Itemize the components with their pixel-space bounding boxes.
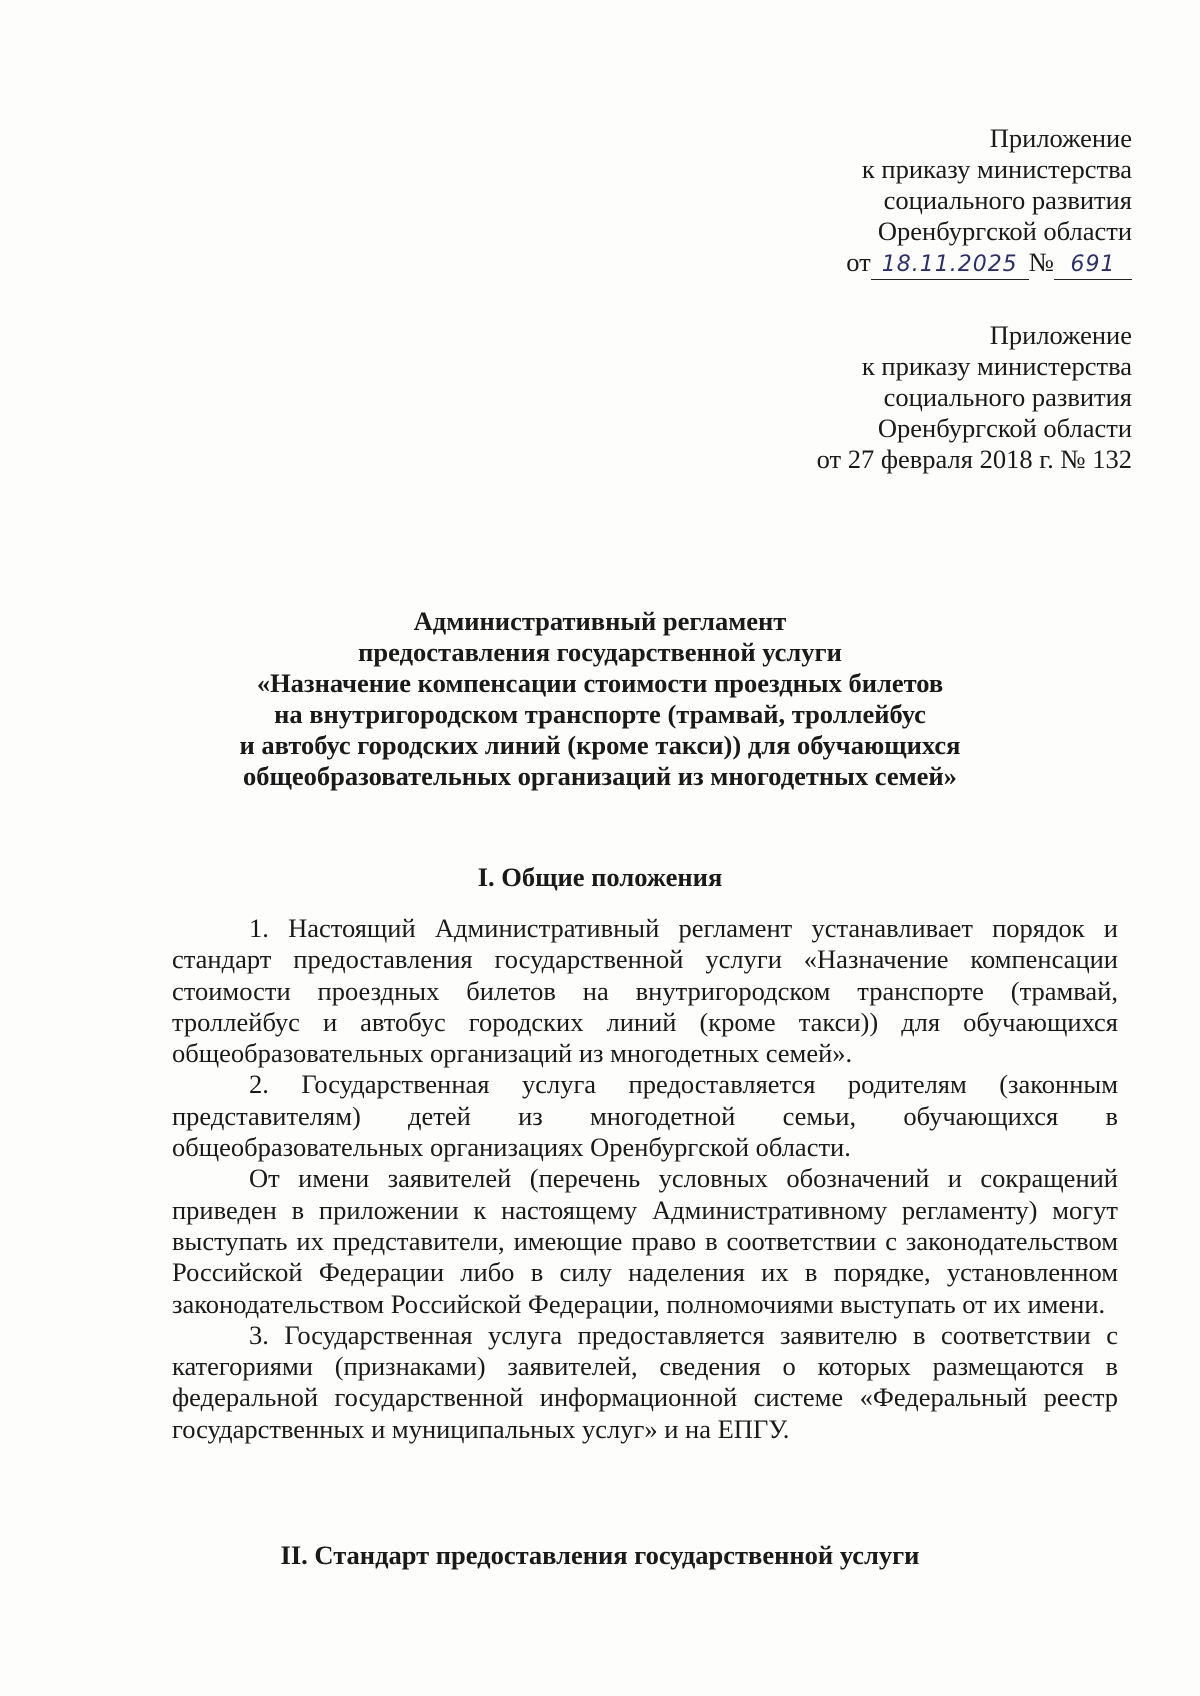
title-line: общеобразовательных организаций из многодетных семей» — [243, 761, 957, 791]
paragraph: От имени заявителей (перечень условных обозначений и сокращений приведен в приложении к настоящему Административному регламенту) могут выступать их представители, имеющие право в соответствии с законодательством Российской Федерации либо в силу наделения их в порядке, установленном законодательством Российской Федерации, полномочиями выступать от их имени. — [172, 1163, 1118, 1319]
title-line: предоставления государственной услуги — [358, 637, 842, 667]
handwritten-date: 18.11.2025 — [871, 251, 1029, 280]
appendix-block-original-order — [817, 320, 1132, 475]
section-heading-standard: II. Стандарт предоставления государственной услуги — [280, 1540, 920, 1570]
handwritten-number: 691 — [1054, 251, 1132, 280]
section-heading-general: I. Общие положения — [477, 862, 723, 892]
from-label: от — [846, 247, 871, 277]
document-title — [0, 606, 1200, 792]
paragraph: 1. Настоящий Административный регламент устанавливает порядок и стандарт предоставления государственной услуги «Назначение компенсации стоимости проездных билетов на внутригородском транспорте (трамвай, троллейбус и автобус городских линий (кроме такси)) для обучающихся общеобразовательных организаций из многодетных семей». — [172, 913, 1118, 1069]
appendix-block-new-order — [846, 123, 1132, 280]
appendix-date-number-line — [846, 247, 1132, 280]
number-label: № — [1028, 247, 1054, 277]
appendix-label: Приложение — [989, 320, 1132, 350]
appendix-ministry: социального развития — [883, 382, 1132, 412]
appendix-label: Приложение — [989, 123, 1132, 153]
paragraph: 3. Государственная услуга предоставляется заявителю в соответствии с категориями (признаками) заявителей, сведения о которых размещаются в федеральной государственной информационной системе «Федеральный реестр государственных и муниципальных услуг» и на ЕПГУ. — [172, 1319, 1118, 1444]
appendix-ministry: социального развития — [883, 185, 1132, 215]
appendix-region: Оренбургской области — [877, 413, 1132, 443]
appendix-order-ref: к приказу министерства — [861, 154, 1132, 184]
section-body-general — [172, 913, 1118, 1445]
appendix-order-ref: к приказу министерства — [861, 351, 1132, 381]
title-line: на внутригородском транспорте (трамвай, троллейбус — [274, 699, 926, 729]
appendix-region: Оренбургской области — [877, 216, 1132, 246]
title-line: Административный регламент — [413, 606, 787, 636]
title-line: и автобус городских линий (кроме такси)) для обучающихся — [239, 730, 961, 760]
appendix-date-number: от 27 февраля 2018 г. № 132 — [816, 444, 1132, 474]
paragraph: 2. Государственная услуга предоставляется родителям (законным представителям) детей из многодетной семьи, обучающихся в общеобразовательных организациях Оренбургской области. — [172, 1069, 1118, 1163]
title-line: «Назначение компенсации стоимости проездных билетов — [256, 668, 944, 698]
